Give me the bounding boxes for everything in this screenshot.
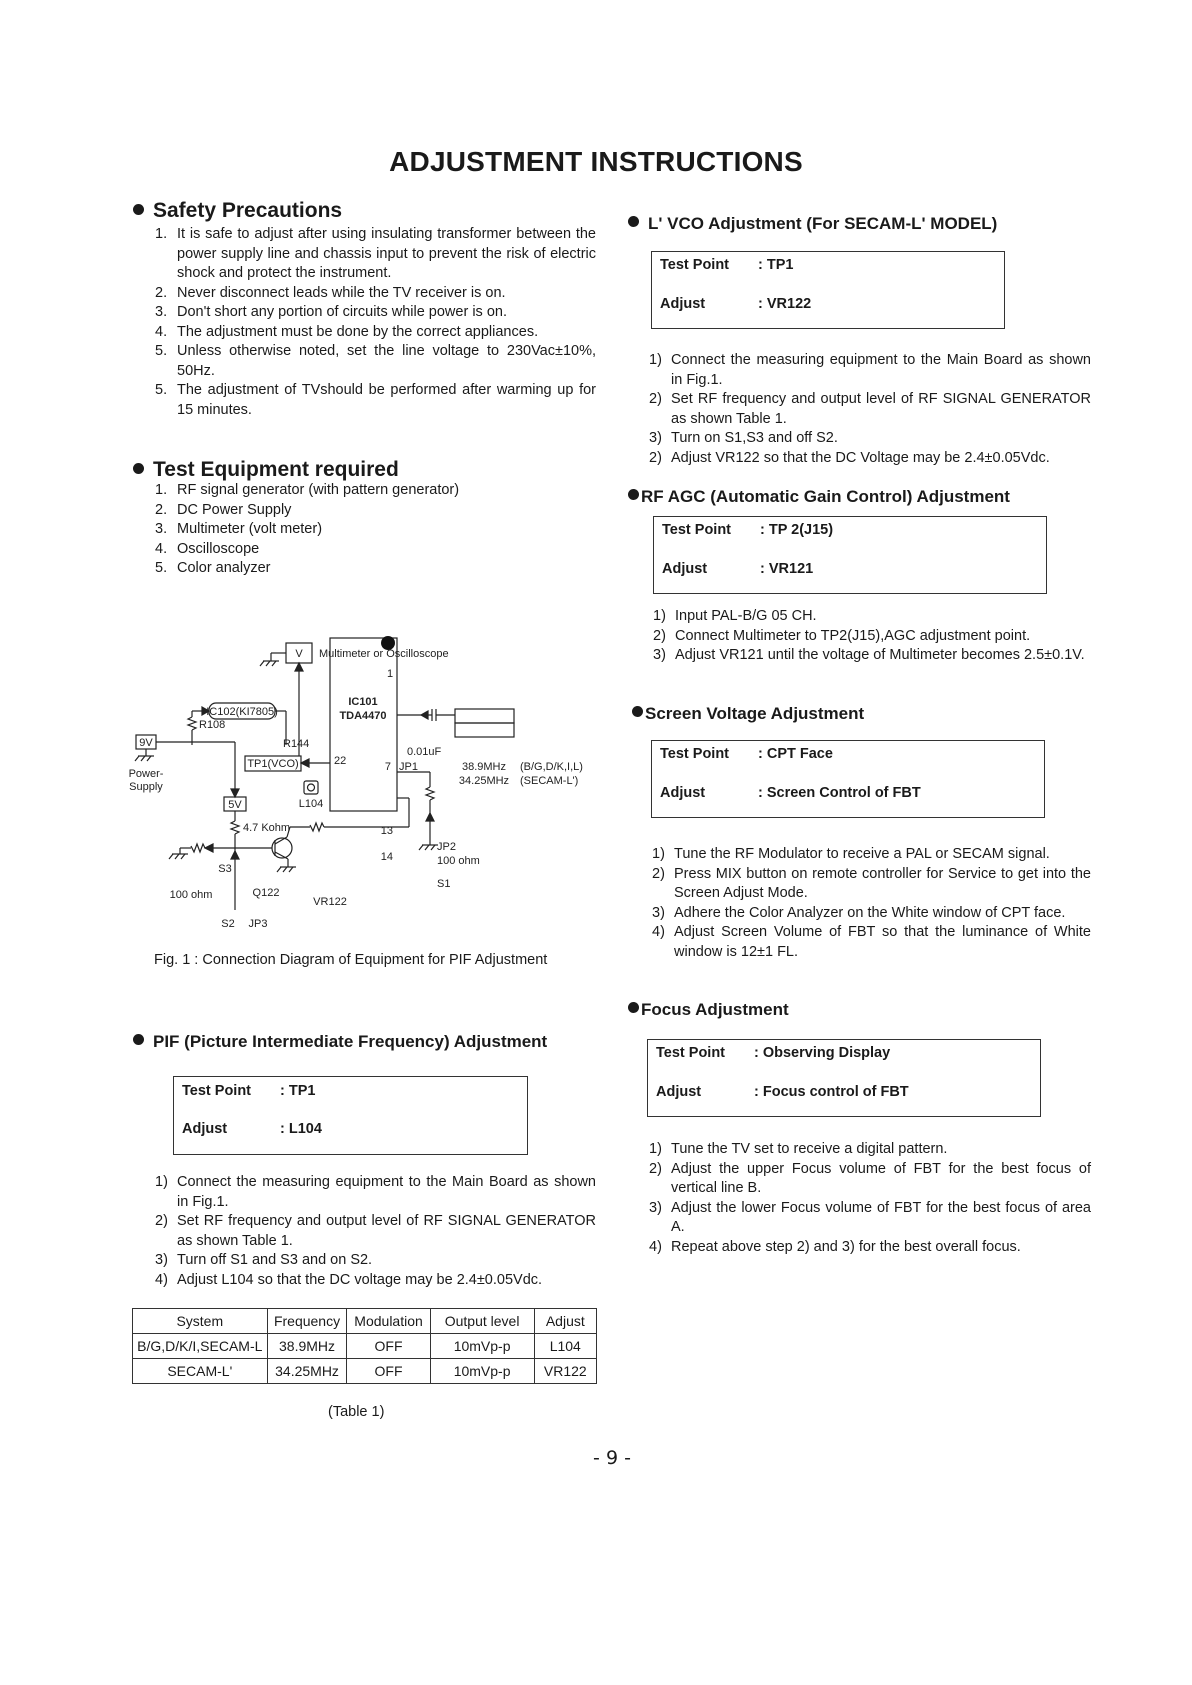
bullet-icon <box>133 463 144 474</box>
table-cell: OFF <box>347 1359 430 1384</box>
item-text: Turn off S1 and S3 and on S2. <box>177 1252 373 1268</box>
bullet-icon <box>133 1034 144 1045</box>
item-number: 2) <box>649 449 662 466</box>
fig-label: JP1 <box>399 761 418 773</box>
item-number: 3. <box>155 521 168 537</box>
table-header-cell: Adjust <box>534 1309 596 1334</box>
bullet-icon <box>628 1002 639 1013</box>
list-item <box>155 520 596 540</box>
l104-coil <box>304 781 318 794</box>
screen-heading: Screen Voltage Adjustment <box>632 704 864 724</box>
table-header-cell: Output level <box>430 1309 534 1334</box>
list-item <box>155 342 596 381</box>
list-item <box>155 225 596 284</box>
table-header-cell: Modulation <box>347 1309 430 1334</box>
item-number: 1. <box>155 482 168 498</box>
table-header-cell: System <box>133 1309 268 1334</box>
focus-steps <box>649 1140 1091 1257</box>
focus-test-box: Test Point : Observing Display Adjust : Focus control of FBT <box>647 1039 1041 1117</box>
item-text: Input PAL-B/G 05 CH. <box>675 608 817 624</box>
item-text: Adjust VR122 so that the DC Voltage may be 2.4±0.05Vdc. <box>671 449 1050 466</box>
item-text: Repeat above step 2) and 3) for the best overall focus. <box>671 1238 1021 1255</box>
item-text: Connect Multimeter to TP2(J15),AGC adjustment point. <box>675 627 1031 644</box>
fig-label: 4.7 Kohm <box>243 822 291 834</box>
item-number: 5. <box>155 343 168 359</box>
bullet-icon <box>628 216 639 227</box>
fig-label: S2 <box>221 918 235 930</box>
list-item <box>155 1271 596 1291</box>
item-text: The adjustment of TVshould be performed after warming up for 15 minutes. <box>177 382 596 418</box>
list-item <box>155 303 596 323</box>
agc-steps <box>653 607 1093 666</box>
item-number: 4) <box>652 924 665 940</box>
fig-label: 100 ohm <box>169 889 213 901</box>
table-cell: 10mVp-p <box>430 1334 534 1359</box>
fig-label: (SECAM-L') <box>520 775 579 787</box>
fig-label: 5V <box>228 799 242 811</box>
item-text: Adjust L104 so that the DC voltage may be 2.4±0.05Vdc. <box>177 1271 543 1288</box>
list-item <box>649 1140 1091 1160</box>
table-header-row <box>133 1309 597 1334</box>
item-number: 3) <box>653 647 666 663</box>
fig-label: Q122 <box>252 887 280 899</box>
item-text: DC Power Supply <box>177 501 292 518</box>
item-text: Connect the measuring equipment to the Main Board as shown in Fig.1. <box>671 352 1091 388</box>
fig-label: 14 <box>380 851 393 863</box>
list-item <box>155 1212 596 1251</box>
fig-label: R144 <box>283 738 310 750</box>
fig-label: JP3 <box>248 918 268 930</box>
table-row <box>133 1334 597 1359</box>
table-cell: VR122 <box>534 1359 596 1384</box>
list-item <box>155 381 596 420</box>
item-text: Adjust Screen Volume of FBT so that the luminance of White window is 12±1 FL. <box>674 924 1091 960</box>
bullet-icon <box>628 489 639 500</box>
fig-label: V <box>295 648 303 660</box>
list-item <box>652 904 1091 924</box>
item-text: Adhere the Color Analyzer on the White window of CPT face. <box>674 904 1066 921</box>
list-item <box>155 284 596 304</box>
bullet-icon <box>632 706 643 717</box>
fig-label: Power- <box>128 768 164 780</box>
list-item <box>155 1251 596 1271</box>
list-item <box>649 390 1091 429</box>
item-text: Multimeter (volt meter) <box>177 521 323 537</box>
item-text: Adjust the lower Focus volume of FBT for the best focus of area A. <box>671 1199 1091 1235</box>
pif-test-box: Test Point : TP1 Adjust : L104 <box>173 1076 528 1155</box>
item-number: 1) <box>649 352 662 368</box>
fig-label: (B/G,D/K,I,L) <box>520 761 583 773</box>
agc-heading: RF AGC (Automatic Gain Control) Adjustment <box>628 487 1010 507</box>
list-item <box>155 559 596 579</box>
item-number: 2. <box>155 501 168 518</box>
equipment-list <box>155 481 596 579</box>
item-number: 2) <box>155 1213 168 1229</box>
item-number: 1) <box>649 1141 662 1157</box>
list-item <box>649 1199 1091 1238</box>
fig-label: 0.01uF <box>407 746 442 758</box>
fig-label: R108 <box>199 719 226 731</box>
fig-label: S3 <box>218 863 232 875</box>
item-number: 1) <box>652 846 665 862</box>
list-item <box>649 429 1091 449</box>
vco-heading: L' VCO Adjustment (For SECAM-L' MODEL) <box>628 214 997 234</box>
list-item <box>653 646 1093 666</box>
table-cell: 34.25MHz <box>267 1359 347 1384</box>
pif-steps <box>155 1173 596 1290</box>
ic101-box <box>330 638 397 811</box>
item-number: 4. <box>155 323 168 340</box>
list-item <box>652 865 1091 904</box>
table-cell: 10mVp-p <box>430 1359 534 1384</box>
fig-label: 9V <box>139 737 153 749</box>
list-item <box>155 481 596 501</box>
bullet-icon <box>133 204 144 215</box>
item-text: Connect the measuring equipment to the Main Board as shown in Fig.1. <box>177 1174 596 1210</box>
item-number: 2) <box>653 627 666 644</box>
fig-label: 22 <box>334 755 347 767</box>
fig-label: Multimeter or Oscilloscope <box>319 648 449 660</box>
connection-diagram <box>125 635 635 940</box>
equipment-heading: Test Equipment required <box>133 458 399 482</box>
table-body <box>133 1334 597 1384</box>
focus-heading: Focus Adjustment <box>628 1000 789 1020</box>
item-text: Turn on S1,S3 and off S2. <box>671 430 838 446</box>
item-text: The adjustment must be done by the correct appliances. <box>177 323 539 340</box>
table-cell: L104 <box>534 1334 596 1359</box>
fig-label: 100 ohm <box>437 855 480 867</box>
page-number: - 9 - <box>593 1447 631 1469</box>
agc-test-box: Test Point : TP 2(J15) Adjust : VR121 <box>653 516 1047 594</box>
list-item <box>652 923 1091 962</box>
item-number: 3. <box>155 304 168 320</box>
screen-test-box: Test Point : CPT Face Adjust : Screen Control of FBT <box>651 740 1045 818</box>
vco-test-box: Test Point : TP1 Adjust : VR122 <box>651 251 1005 329</box>
item-number: 5. <box>155 382 168 398</box>
item-number: 3) <box>652 904 665 921</box>
list-item <box>155 501 596 521</box>
fig-label: 34.25MHz <box>458 775 510 787</box>
list-item <box>155 540 596 560</box>
item-number: 2. <box>155 284 168 301</box>
item-text: Tune the TV set to receive a digital pattern. <box>671 1141 948 1157</box>
fig-label: L104 <box>298 798 324 810</box>
list-item <box>652 845 1091 865</box>
item-text: Tune the RF Modulator to receive a PAL or SECAM signal. <box>674 846 1050 862</box>
fig-label: IC101 <box>348 696 378 708</box>
item-number: 1. <box>155 226 168 242</box>
item-text: Oscilloscope <box>177 540 260 557</box>
table-cell: B/G,D/K/I,SECAM-L <box>133 1334 268 1359</box>
fig-label: 1 <box>386 668 394 680</box>
item-number: 3) <box>155 1252 168 1268</box>
table-row <box>133 1359 597 1384</box>
list-item <box>649 351 1091 390</box>
item-text: Press MIX button on remote controller for Service to get into the Screen Adjust Mode. <box>674 865 1091 901</box>
item-text: Color analyzer <box>177 560 271 576</box>
safety-list <box>155 225 596 420</box>
item-number: 2) <box>649 1160 662 1177</box>
figure-caption: Fig. 1 : Connection Diagram of Equipment for PIF Adjustment <box>154 952 548 968</box>
item-text: Don't short any portion of circuits while power is on. <box>177 304 507 320</box>
pif-heading: PIF (Picture Intermediate Frequency) Adjustment <box>133 1032 547 1052</box>
safety-heading: Safety Precautions <box>133 199 342 223</box>
item-text: Unless otherwise noted, set the line voltage to 230Vac±10%, 50Hz. <box>177 343 596 379</box>
fig-label: VR122 <box>313 896 347 908</box>
item-number: 2) <box>652 865 665 882</box>
item-number: 1) <box>653 608 666 624</box>
freq-box-2 <box>455 723 514 737</box>
table-cell: SECAM-L' <box>133 1359 268 1384</box>
page-title: ADJUSTMENT INSTRUCTIONS <box>389 146 803 177</box>
item-text: Never disconnect leads while the TV receiver is on. <box>177 284 506 301</box>
item-text: Set RF frequency and output level of RF SIGNAL GENERATOR as shown Table 1. <box>177 1213 596 1249</box>
fig-label: TP1(VCO) <box>247 758 299 770</box>
list-item <box>649 1238 1091 1258</box>
list-item <box>649 1160 1091 1199</box>
fig-label: Supply <box>129 781 163 793</box>
table-header-cell: Frequency <box>267 1309 347 1334</box>
item-number: 3) <box>649 1199 662 1216</box>
item-number: 5. <box>155 560 168 576</box>
fig-label: TDA4470 <box>339 710 387 722</box>
item-number: 2) <box>649 391 662 407</box>
fig-label: JP2 <box>437 841 456 853</box>
item-text: RF signal generator (with pattern generator) <box>177 482 460 498</box>
fig-label: 13 <box>380 825 393 837</box>
item-number: 3) <box>649 430 662 446</box>
item-number: 4) <box>155 1271 168 1288</box>
list-item <box>653 627 1093 647</box>
table-1 <box>132 1308 597 1384</box>
table-cell: 38.9MHz <box>267 1334 347 1359</box>
item-text: Adjust VR121 until the voltage of Multimeter becomes 2.5±0.1V. <box>675 647 1085 663</box>
fig-label: 7 <box>384 761 391 773</box>
freq-box-1 <box>455 709 514 723</box>
fig-label: IC102(KI7805) <box>206 706 278 718</box>
table-caption: (Table 1) <box>328 1404 385 1420</box>
list-item <box>155 323 596 343</box>
vco-steps <box>649 351 1091 468</box>
item-text: It is safe to adjust after using insulating transformer between the power supply line and chassis input to prevent the risk of electric shock and protect the instrument. <box>177 226 596 281</box>
item-number: 4) <box>649 1238 662 1255</box>
list-item <box>649 449 1091 469</box>
list-item <box>653 607 1093 627</box>
table-cell: OFF <box>347 1334 430 1359</box>
screen-steps <box>652 845 1091 962</box>
item-number: 4. <box>155 540 168 557</box>
fig-label: 38.9MHz <box>461 761 507 773</box>
item-text: Set RF frequency and output level of RF SIGNAL GENERATOR as shown Table 1. <box>671 391 1091 427</box>
item-text: Adjust the upper Focus volume of FBT for the best focus of vertical line B. <box>671 1160 1091 1196</box>
list-item <box>155 1173 596 1212</box>
item-number: 1) <box>155 1174 168 1190</box>
fig-label: S1 <box>437 878 451 890</box>
